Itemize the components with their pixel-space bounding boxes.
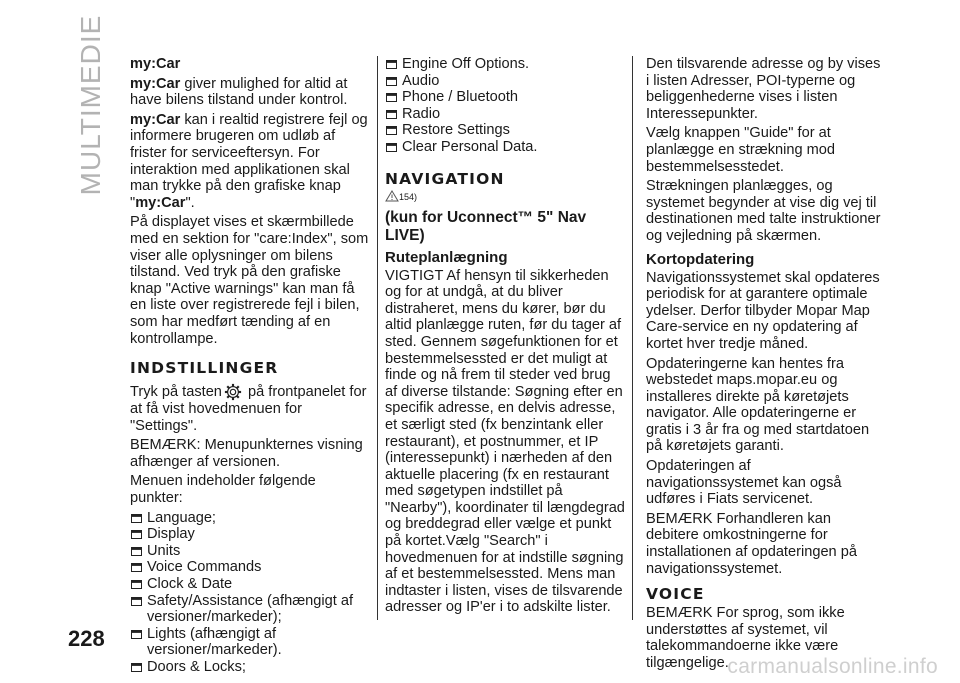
list-item [385,89,625,106]
heading-voice: VOICE [646,585,705,604]
paragraph: BEMÆRK: Menupunkternes visning afhænger af versionen. [130,437,363,470]
column-divider [377,56,378,620]
list-item-text: Language; [147,509,216,526]
list-item [385,56,625,73]
bullet-box-icon [386,60,397,69]
paragraph: Den tilsvarende adresse og by vises i listen Adresser, POI-typerne og beliggenhederne vises i listen Interessepunkter. [646,56,881,122]
bullet-box-icon [131,663,142,672]
list-item [130,659,372,676]
list-item [130,593,372,626]
list-item [130,626,372,659]
list-item-text: Clear Personal Data. [402,138,538,155]
paragraph: VIGTIGT Af hensyn til sikkerheden og for at undgå, at du bliver distraheret, mens du kører, bør du altid planlægge ruten, før du tager af sted. Gennem søgefunktionen for et bestemmelsessted er det muligt at finde og nå frem til steder ved brug af diverse tilstande: Søgning efter en specifik adresse, en delvis adresse, et særligt sted (fx benzintank eller restaurant), et postnummer, et IP (interessepunkt) i nærheden af den aktuelle placering (fx en restaurant med søgetypen indstillet på "Nearby"), koordinater til længdegrad og breddegrad eller vælge et punkt på kortet.Vælg "Search" i hovedmenuen for at indstille søgning af et bestemmelsessted. Mens man indtaster i listen, vises de tilsvarende adresser og IP'er i to adskilte lister. [385,267,625,616]
column-2 [385,56,625,619]
list-item [130,510,372,527]
paragraph: Vælg knappen "Guide" for at planlægge en strækning mod bestemmelsesstedet. [646,125,836,175]
column-1 [130,56,372,676]
heading-map-update: Kortopdatering [646,250,755,268]
bullet-box-icon [131,547,142,556]
list-item [385,122,625,139]
list-item-text: Audio [402,72,440,89]
list-item [130,526,372,543]
settings-list [130,510,372,676]
heading-settings: INDSTILLINGER [130,359,279,378]
column-divider [632,56,633,620]
list-item-text: Safety/Assistance (afhængigt af versioner/markeder); [147,592,354,626]
list-item [385,106,625,123]
heading-route-planning: Ruteplanlægning [385,248,508,266]
bullet-box-icon [131,563,142,572]
paragraph: Strækningen planlægges, og systemet begynder at vise dig vej til destinationen med talte instruktioner og vejledning på skærmen. [646,178,881,244]
paragraph: På displayet vises et skærmbillede med en sektion for "care:Index", som viser alle oplysninger om bilens tilstand. Ved tryk på den grafiske knap "Active warnings" kan man få en liste over registrerede fejl i bilen, som har medført tænding af en kontrollampe. [130,214,369,347]
page-number: 228 [68,626,105,651]
bullet-box-icon [386,110,397,119]
settings-list-continued [385,56,625,156]
bullet-box-icon [386,93,397,102]
list-item-text: Lights (afhængigt af versioner/markeder). [147,625,282,659]
paragraph: my:Car kan i realtid registrere fejl og informere brugeren om udløb af frister for serviceeftersyn. For interaktion med applikationen skal man trykke på den grafiske knap "my:Car". [130,111,368,211]
paragraph: Opdateringen af navigationssystemet kan også udføres i Fiats servicenet. [646,458,842,508]
bullet-box-icon [386,143,397,152]
list-item-text: Clock & Date [147,576,233,593]
list-item-text: Units [147,542,181,559]
paragraph: my:Car giver mulighed for altid at have bilens tilstand under kontrol. [130,75,348,109]
list-item-text: Phone / Bluetooth [402,89,519,106]
heading-mycar: my:Car [130,56,181,72]
list-item [130,576,372,593]
warning-reference: 154) [385,190,625,205]
settings-gear-icon [224,383,242,401]
bullet-box-icon [131,514,142,523]
paragraph: Menuen indeholder følgende punkter: [130,473,316,507]
section-title: MULTIMEDIE [75,14,106,196]
bullet-box-icon [386,77,397,86]
warning-triangle-icon [385,190,399,202]
list-item-text: Restore Settings [402,122,510,139]
bullet-box-icon [386,126,397,135]
bullet-box-icon [131,630,142,639]
list-item-text: Doors & Locks; [147,659,246,675]
bullet-box-icon [131,597,142,606]
paragraph: BEMÆRK Forhandleren kan debitere omkostningerne for installationen af opdateringen på navigationssystemet. [646,510,857,577]
heading-uconnect: (kun for Uconnect™ 5" Nav LIVE) [385,208,587,244]
bullet-box-icon [131,530,142,539]
list-item-text: Radio [402,105,441,122]
list-item [385,139,625,156]
paragraph: Opdateringerne kan hentes fra webstedet maps.mopar.eu og installeres direkte på køretøjets navigator. Alle opdateringerne er gratis i 3 år fra og med startdatoen på køretøjets garanti. [646,355,870,455]
list-item [130,543,372,560]
list-item-text: Voice Commands [147,559,262,576]
bullet-box-icon [131,580,142,589]
paragraph: Navigationssystemet skal opdateres periodisk for at garantere optimale ydelser. Derfor tilbyder Mopar Map Care-service en ny opdatering af kortet hver tredje måned. [646,269,880,352]
list-item [130,559,372,576]
paragraph: BEMÆRK For sprog, som ikke understøttes af systemet, vil talekommandoerne ikke være tilgængelige. [646,605,845,671]
list-item-text: Display [147,526,195,543]
paragraph: Tryk på tasten på frontpanelet for at få vist hovedmenuen for "Settings". [130,384,367,434]
list-item-text: Engine Off Options. [402,56,530,72]
list-item [385,73,625,90]
footer-watermark: carmanualsonline.info [727,655,938,678]
column-3 [646,56,884,675]
heading-navigation: NAVIGATION [385,169,505,188]
